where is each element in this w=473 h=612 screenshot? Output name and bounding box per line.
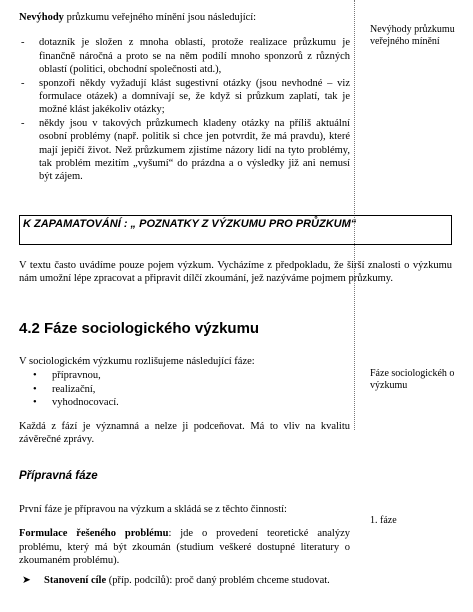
disadvantages-list	[19, 36, 350, 183]
list-item: - někdy jsou v takových průzkumech kladeny otázky na příliš aktuální osobní problémy (např. politik si chce jen potvrdit, že má pravdu), které mají jepičí život. Než průzkumem zjistíme názory lidí na tyto problémy, tak problém mezitím „vyšumí“ do prázdna a o výsledky již ani nemusí být zájem.	[19, 117, 350, 184]
disadvantages-intro-rest: průzkumu veřejného mínění jsou následující:	[63, 12, 257, 23]
prep-formulation-rest: : jde o provedení teoretické analýzy problému, který má být zkoumán (studium veškeré dostupné literatury o zkoumaném problému).	[19, 528, 350, 567]
prep-goal-rest: (příp. podcílů): proč daný problém chceme studovat.	[106, 574, 330, 586]
phases-importance: Každá z fází je významná a nelze ji podceňovat. Má to vliv na kvalitu závěrečné zprávy.	[19, 420, 350, 446]
arrow-bullet-icon: ➤	[22, 574, 31, 586]
remember-text-block	[19, 259, 452, 286]
remember-text: V textu často uvádíme pouze pojem výzkum. Vycházíme z předpokladu, že širší znalosti o výzkumu nám umožní lépe zpracovat a připravit dílčí zkoumání, jež nazýváme pojmem průzkumy.	[19, 260, 452, 285]
prep-block	[19, 503, 350, 587]
remember-box: K ZAPAMATOVÁNÍ : „ POZNATKY Z VÝZKUMU PRO PRŮZKUM“	[19, 215, 452, 245]
section-heading: 4.2 Fáze sociologického výzkumu	[19, 320, 260, 337]
phases-list	[19, 369, 350, 409]
disadvantages-intro	[19, 11, 350, 24]
list-item: • realizační,	[19, 383, 350, 396]
prep-goal-bold: Stanovení cíle	[44, 574, 107, 586]
prep-formulation	[19, 527, 350, 567]
list-item: • přípravnou,	[19, 369, 350, 382]
phases-intro: V sociologickém výzkumu rozlišujeme následující fáze:	[19, 356, 255, 367]
disadvantages-block	[19, 11, 350, 184]
disadvantages-intro-bold: Nevýhody	[19, 12, 64, 23]
list-item: - sponzoři někdy vyžadují klást sugestivní otázky (jsou nevhodné – viz formulace otázek) a domnívají se, že když si průzkum zaplatí, tak je možné klást jakékoliv otázky;	[19, 77, 350, 117]
margin-note-disadvantages: Nevýhody průzkumu veřejného mínění	[370, 24, 455, 47]
prep-goal	[19, 574, 350, 587]
prep-intro: První fáze je přípravou na výzkum a skládá se z těchto činností:	[19, 504, 287, 515]
margin-note-phase-1: 1. fáze	[370, 515, 397, 526]
margin-note-phases: Fáze sociologickéh o výzkumu	[370, 368, 455, 391]
list-item: - dotazník je složen z mnoha oblastí, protože realizace průzkumu je finančně náročná a proto se na něm podílí mnoho sponzorů z různých oblastí (politici, obchodní společnosti atd.),	[19, 36, 350, 76]
phases-block	[19, 355, 350, 446]
prep-formulation-bold: Formulace řešeného problému	[19, 528, 169, 540]
prep-heading: Přípravná fáze	[19, 470, 98, 482]
list-item: • vyhodnocovací.	[19, 396, 350, 409]
